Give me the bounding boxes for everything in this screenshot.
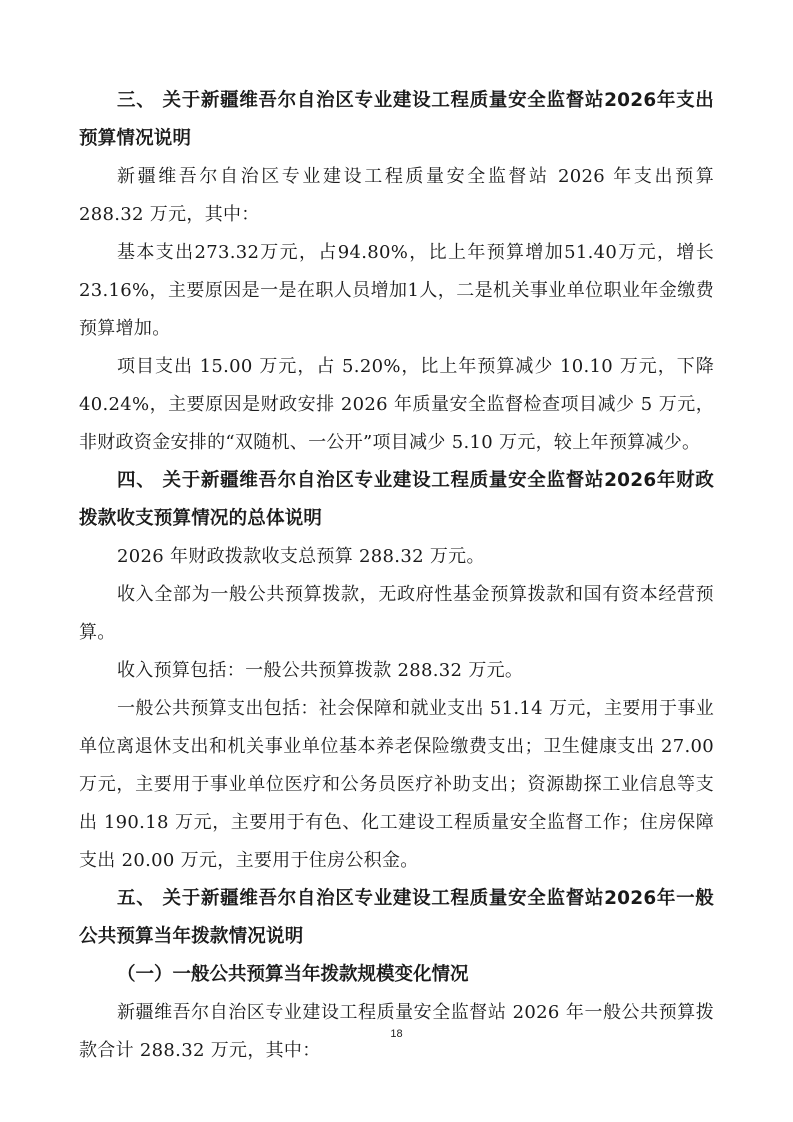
section-3-paragraph-3: 项目支出 15.00 万元，占 5.20%，比上年预算减少 10.10 万元，下降 40.24%，主要原因是财政安排 2026 年质量安全监督检查项目减少 5 万元，非财政资金安排的“双随机、一公开”项目减少 5.10 万元，较上年预算减少。 xyxy=(79,356,714,453)
section-4-paragraph-1: 2026 年财政拨款收支总预算 288.32 万元。 xyxy=(117,546,485,567)
section-5-heading: 五、 关于新疆维吾尔自治区专业建设工程质量安全监督站2026年一般公共预算当年拨款情况说明 xyxy=(79,888,714,947)
section-4-paragraph-3: 收入预算包括：一般公共预算拨款 288.32 万元。 xyxy=(117,660,524,681)
section-3-heading: 三、 关于新疆维吾尔自治区专业建设工程质量安全监督站2026年支出预算情况说明 xyxy=(79,90,714,149)
page-number: 18 xyxy=(390,1028,403,1040)
document-page xyxy=(79,82,714,1070)
section-4-paragraph-4: 一般公共预算支出包括：社会保障和就业支出 51.14 万元，主要用于事业单位离退休支出和机关事业单位基本养老保险缴费支出；卫生健康支出 27.00 万元，主要用于事业单位医疗和公务员医疗补助支出；资源勘探工业信息等支出 190.18 万元，主要用于有色、化工建设工程质量安全监督工作；住房保障支出 20.00 万元，主要用于住房公积金。 xyxy=(79,698,714,871)
section-3-paragraph-2: 基本支出273.32万元，占94.80%，比上年预算增加51.40万元，增长23.16%，主要原因是一是在职人员增加1人，二是机关事业单位职业年金缴费预算增加。 xyxy=(79,242,714,339)
section-5-paragraph-1: 新疆维吾尔自治区专业建设工程质量安全监督站 2026 年一般公共预算拨款合计 288.32 万元，其中： xyxy=(79,1002,714,1061)
section-5-subheading: （一）一般公共预算当年拨款规模变化情况 xyxy=(117,964,469,985)
section-3-paragraph-1: 新疆维吾尔自治区专业建设工程质量安全监督站 2026 年支出预算 288.32 万元，其中： xyxy=(79,166,714,225)
section-4-paragraph-2: 收入全部为一般公共预算拨款，无政府性基金预算拨款和国有资本经营预算。 xyxy=(79,584,714,643)
section-4-heading: 四、 关于新疆维吾尔自治区专业建设工程质量安全监督站2026年财政拨款收支预算情况的总体说明 xyxy=(79,470,714,529)
